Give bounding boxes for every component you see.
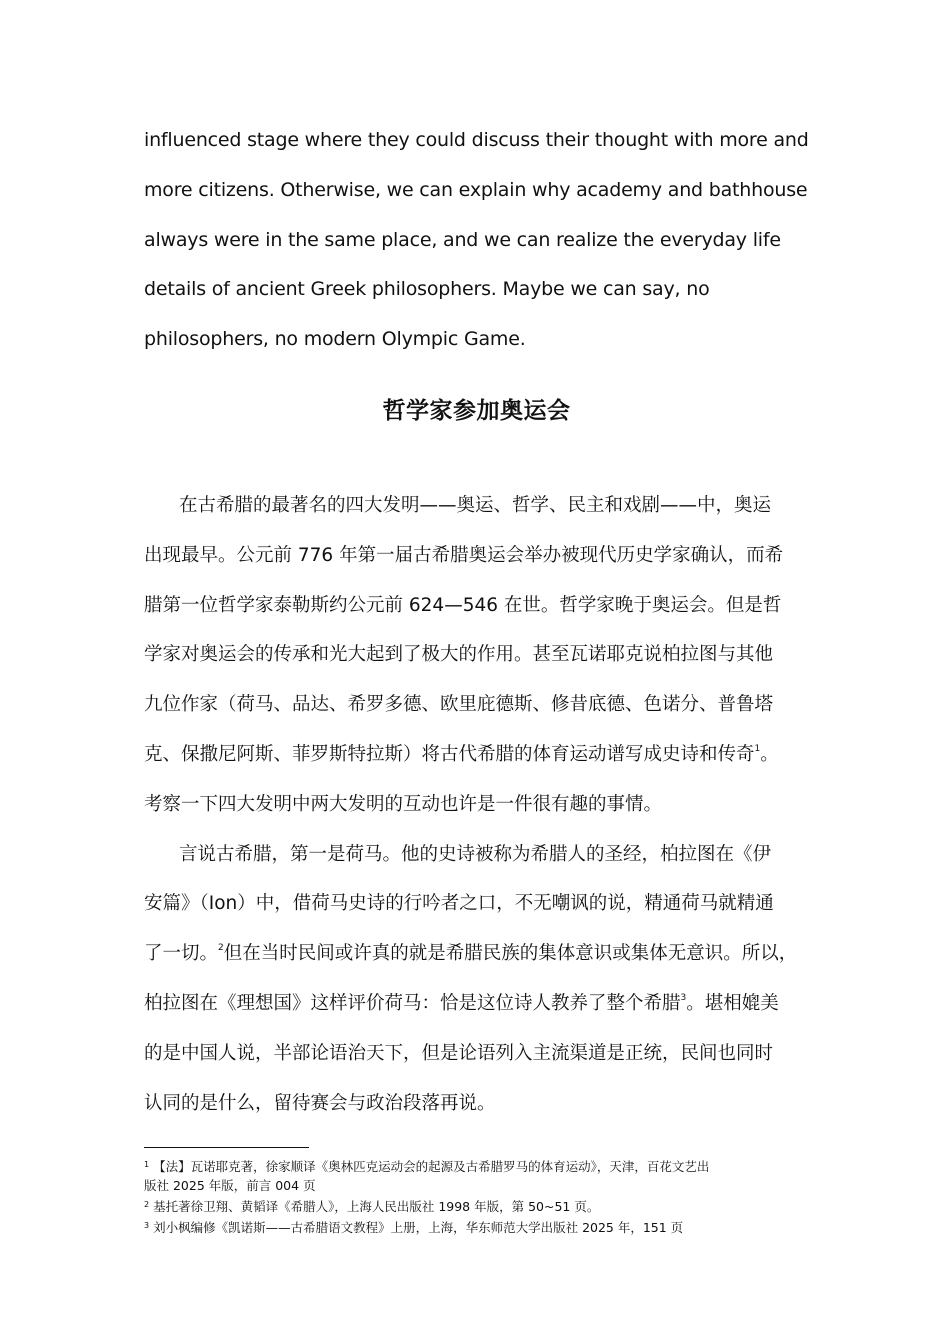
paragraph1-line (144, 730, 809, 780)
paragraph2-text: 柏拉图在《理想国》这样评价荷马：恰是这位诗人教养了整个希腊 (144, 992, 681, 1014)
footnotes (144, 1155, 809, 1237)
paragraph2-line (144, 929, 809, 979)
chinese-body (144, 481, 809, 1128)
paragraph1-line: 在古希腊的最著名的四大发明——奥运、哲学、民主和戏剧——中，奥运 (179, 495, 772, 516)
paragraph2-text: 。堪相媲美 (686, 992, 779, 1014)
paragraph1-line: 出现最早。公元前 776 年第一届古希腊奥运会举办被现代历史学家确认，而希 (144, 544, 784, 566)
paragraph2-line: 安篇》（Ion）中，借荷马史诗的行吟者之口，不无嘲讽的说，精通荷马就精通 (144, 893, 774, 915)
english-line: more citizens. Otherwise, we can explain why academy and bathhouse (144, 178, 808, 201)
footnote-text: 【法】瓦诺耶克著，徐家顺译《奥林匹克运动会的起源及古希腊罗马的体育运动》，天津，百花文艺出 (153, 1159, 710, 1174)
english-line: influenced stage where they could discuss their thought with more and (144, 129, 809, 151)
paragraph2-text: 了一切。 (144, 943, 219, 965)
english-paragraph (144, 116, 809, 365)
paragraph2-line: 认同的是什么，留待赛会与政治段落再说。 (144, 1092, 496, 1114)
paragraph2-line: 言说古希腊，第一是荷马。他的史诗被称为希腊人的圣经，柏拉图在《伊 (179, 843, 772, 865)
paragraph1-line: 九位作家（荷马、品达、希罗多德、欧里庇德斯、修昔底德、色诺分、普鲁塔 (144, 694, 774, 716)
footnote-1-continued: 版社 2025 年版，前言 004 页 (144, 1178, 316, 1193)
footnote-mark: 1 (144, 1160, 150, 1169)
footnote-ref-2[interactable]: 2 (218, 943, 224, 954)
footnote-3 (144, 1216, 809, 1237)
english-line: always were in the same place, and we can realize the everyday life (144, 228, 781, 251)
paragraph2-line (144, 979, 809, 1029)
english-line: details of ancient Greek philosophers. Maybe we can say, no (144, 278, 710, 301)
paragraph2-text: 但在当时民间或许真的就是希腊民族的集体意识或集体无意识。所以， (223, 943, 798, 965)
paragraph1-text: 克、保撒尼阿斯、菲罗斯特拉斯）将古代希腊的体育运动谱写成史诗和传奇 (144, 743, 755, 765)
paragraph1-line: 考察一下四大发明中两大发明的互动也许是一件很有趣的事情。 (144, 793, 663, 815)
paragraph1-line: 腊第一位哲学家泰勒斯约公元前 624—546 在世。哲学家晚于奥运会。但是哲 (144, 594, 782, 616)
paragraph1-line: 学家对奥运会的传承和光大起到了极大的作用。甚至瓦诺耶克说柏拉图与其他 (144, 644, 774, 666)
footnote-text: 刘小枫编修《凯诺斯——古希腊语文教程》上册，上海，华东师范大学出版社 2025 年，151 页 (153, 1220, 684, 1235)
footnote-ref-1[interactable]: 1 (754, 743, 761, 754)
footnote-text: 基托著徐卫翔、黄韬译《希腊人》，上海人民出版社 1998 年版，第 50~51 页。 (153, 1199, 600, 1214)
paragraph2-line: 的是中国人说，半部论语治天下，但是论语列入主流渠道是正统，民间也同时 (144, 1042, 774, 1064)
paragraph1-text: 。 (760, 743, 779, 765)
footnote-2 (144, 1195, 809, 1216)
footnote-divider (144, 1147, 309, 1148)
section-heading: 哲学家参加奥运会 (382, 398, 571, 424)
footnote-mark: 3 (144, 1221, 150, 1230)
footnote-mark: 2 (144, 1200, 150, 1209)
footnote-1 (144, 1155, 809, 1176)
english-line: philosophers, no modern Olympic Game. (144, 328, 526, 351)
footnote-ref-3[interactable]: 3 (680, 992, 687, 1003)
